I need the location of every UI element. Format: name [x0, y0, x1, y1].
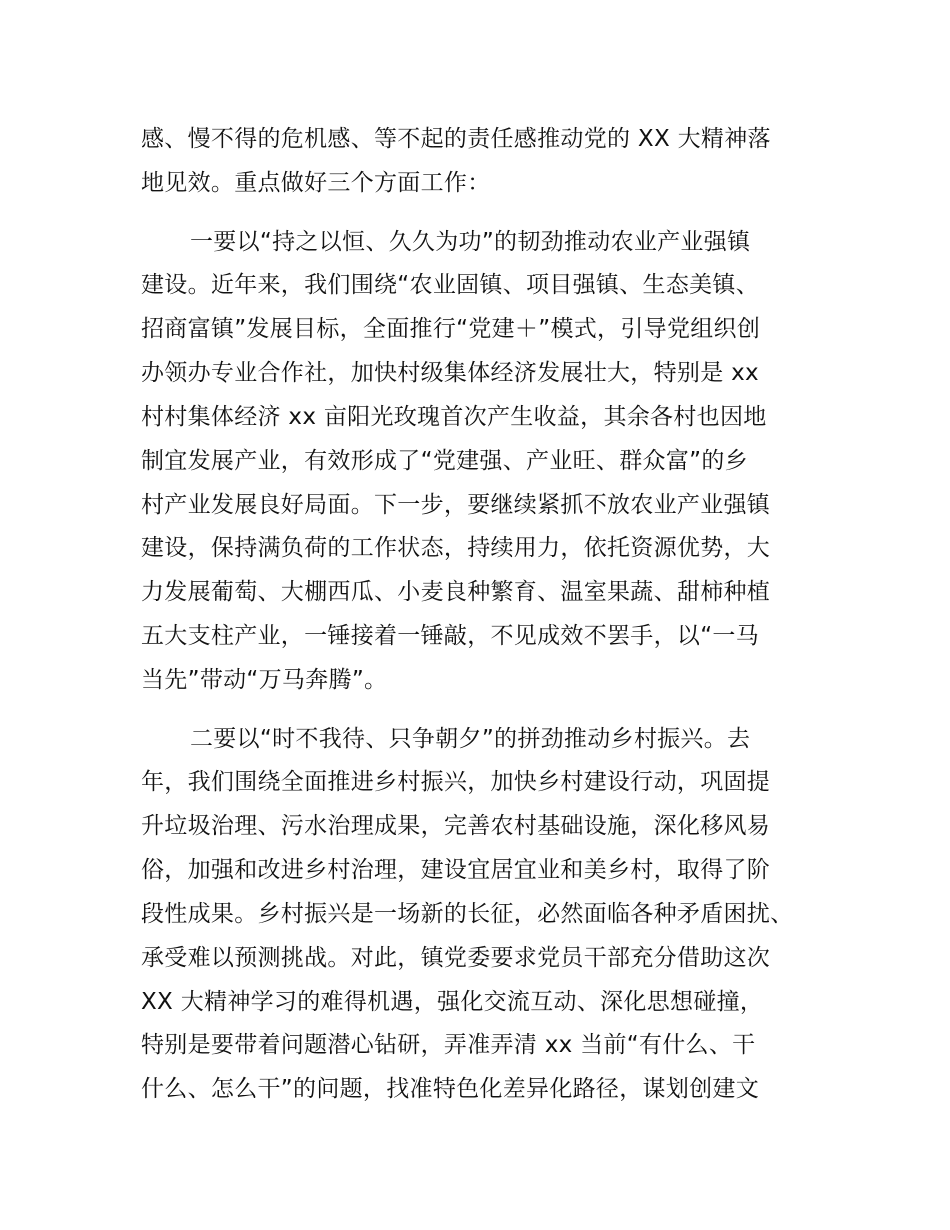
text-line: 招商富镇”发展目标，全面推行“党建＋”模式，引导党组织创 — [141, 316, 761, 342]
text-line: 村村集体经济 xx 亩阳光玫瑰首次产生收益，其余各村也因地 — [141, 404, 767, 430]
text-line: 五大支柱产业，一锤接着一锤敲，不见成效不罢手，以“一马 — [141, 623, 760, 649]
text-line: 什么、怎么干”的问题，找准特色化差异化路径，谋划创建文 — [141, 1076, 760, 1102]
text-line: 力发展葡萄、大棚西瓜、小麦良种繁育、温室果蔬、甜柿种植 — [141, 579, 771, 605]
text-line: 特别是要带着问题潜心钻研，弄准弄清 xx 当前“有什么、干 — [141, 1032, 756, 1058]
paragraph-first-line: 二要以“时不我待、只争朝夕”的拼劲推动乡村振兴。去 — [190, 726, 751, 752]
text-line: 建设，保持满负荷的工作状态，持续用力，依托资源优势，大 — [141, 535, 771, 561]
text-line: XX 大精神学习的难得机遇，强化交流互动、深化思想碰撞， — [141, 989, 764, 1015]
text-line: 建设。近年来，我们围绕“农业固镇、项目强镇、生态美镇、 — [141, 272, 760, 298]
text-line: 俗，加强和改进乡村治理，建设宜居宜业和美乡村，取得了阶 — [141, 857, 771, 883]
text-line: 地见效。重点做好三个方面工作： — [141, 170, 491, 196]
text-line: 当先”带动“万马奔腾”。 — [141, 667, 388, 693]
text-line: 制宜发展产业，有效形成了“党建强、产业旺、群众富”的乡 — [141, 448, 748, 474]
paragraph-first-line: 一要以“持之以恒、久久为功”的韧劲推动农业产业强镇 — [190, 229, 751, 255]
text-line: 升垃圾治理、污水治理成果，完善农村基础设施，深化移风易 — [141, 813, 771, 839]
text-line: 村产业发展良好局面。下一步，要继续紧抓不放农业产业强镇 — [141, 492, 771, 518]
text-line: 段性成果。乡村振兴是一场新的长征，必然面临各种矛盾困扰、 — [141, 901, 794, 927]
text-line: 感、慢不得的危机感、等不起的责任感推动党的 XX 大精神落 — [141, 126, 771, 152]
text-line: 办领办专业合作社，加快村级集体经济发展壮大，特别是 xx — [141, 360, 759, 386]
text-line: 年，我们围绕全面推进乡村振兴，加快乡村建设行动，巩固提 — [141, 769, 771, 795]
text-line: 承受难以预测挑战。对此，镇党委要求党员干部充分借助这次 — [141, 945, 771, 971]
